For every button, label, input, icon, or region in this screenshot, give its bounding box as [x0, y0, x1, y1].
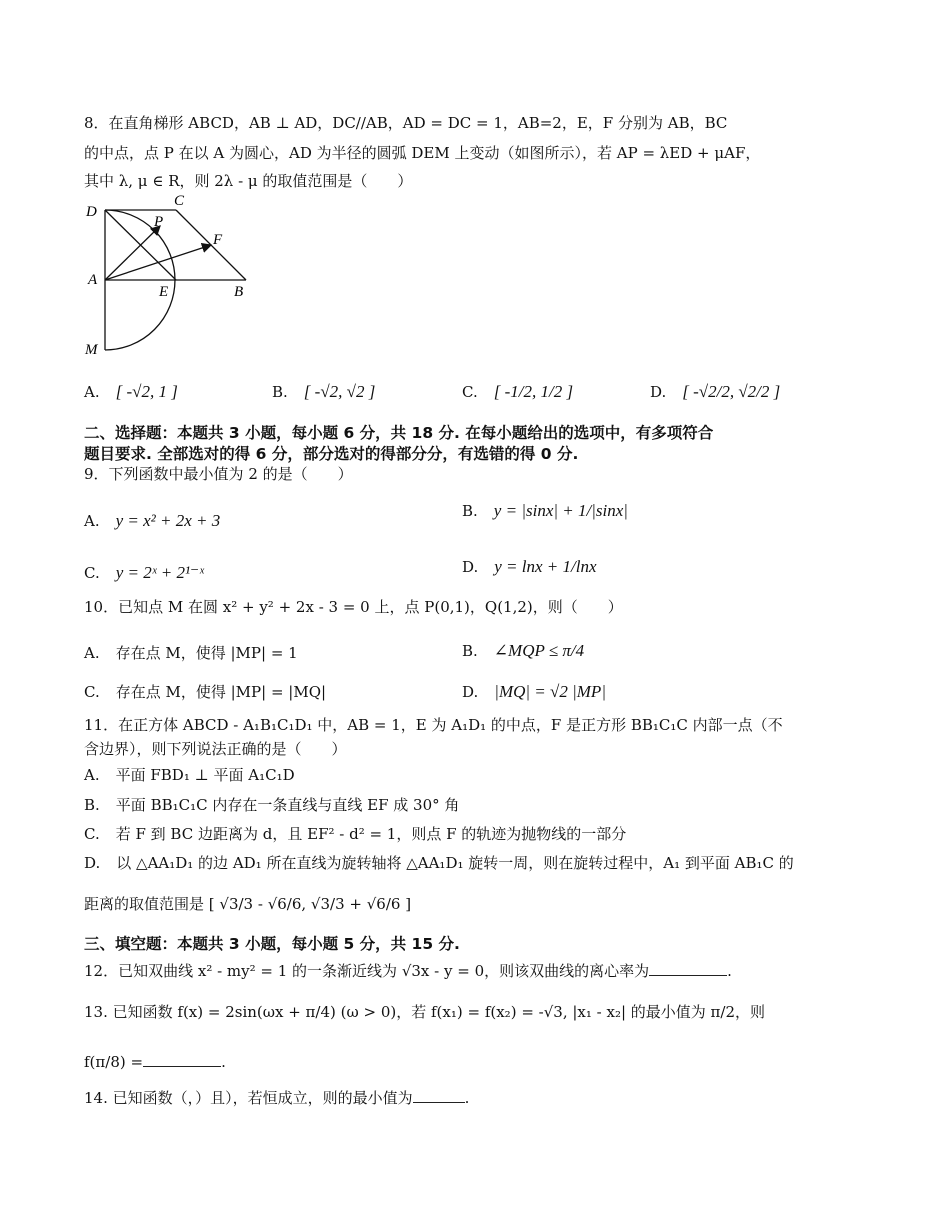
q8-figure — [80, 192, 260, 360]
q10-option-c[interactable] — [84, 681, 326, 703]
option-label: C. — [84, 825, 100, 843]
label-f: F — [213, 232, 223, 248]
q13-answer-blank[interactable] — [143, 1052, 221, 1067]
option-text: [ -√2, √2 ] — [303, 382, 376, 401]
option-label: C. — [84, 564, 100, 582]
label-m: M — [85, 342, 98, 358]
section-2-line-2: 题目要求. 全部选对的得 6 分，部分选对的得部分分，有选错的得 0 分. — [84, 445, 579, 463]
option-label: D. — [462, 558, 479, 576]
q9-option-a[interactable] — [84, 510, 220, 532]
q11-option-a[interactable] — [84, 764, 295, 786]
option-label: A. — [84, 383, 100, 401]
q9-option-d[interactable] — [462, 556, 597, 578]
q11-line-1: 11．在正方体 ABCD - A₁B₁C₁D₁ 中，AB = 1，E 为 A₁D₁ 的中点，F 是正方形 BB₁C₁C 内部一点（不 — [84, 716, 783, 734]
option-text: 若 F 到 BC 边距离为 d，且 EF² - d² = 1，则点 F 的轨迹为抛物线的一部分 — [115, 825, 627, 843]
q8-option-b[interactable] — [272, 381, 375, 403]
label-p: P — [154, 214, 164, 230]
q13-line-1: 13. 已知函数 f(x) = 2sin(ωx + π/4) (ω > 0)，若 f(x₁) = f(x₂) = -√3, |x₁ - x₂| 的最小值为 π/2，则 — [84, 1003, 766, 1021]
q10-option-a[interactable] — [84, 642, 298, 664]
vector-af — [105, 245, 211, 280]
option-text: 平面 BB₁C₁C 内存在一条直线与直线 EF 成 30° 角 — [115, 796, 460, 814]
label-e: E — [159, 284, 169, 300]
q10-option-b[interactable] — [462, 640, 584, 662]
q9-option-b[interactable] — [462, 500, 628, 522]
q11-option-d-line-2: 距离的取值范围是 [ √3/3 - √6/6, √3/3 + √6/6 ] — [84, 895, 412, 913]
option-text: y = lnx + 1/lnx — [494, 557, 597, 576]
q14-line — [84, 1087, 469, 1109]
q14-end: . — [464, 1089, 470, 1107]
q13-line-2 — [84, 1051, 226, 1073]
label-a: A — [88, 272, 98, 288]
vector-ap — [105, 226, 160, 280]
option-text: 以 △AA₁D₁ 的边 AD₁ 所在直线为旋转轴将 △AA₁D₁ 旋转一周，则在旋转过程中，A₁ 到平面 AB₁C 的 — [116, 854, 794, 872]
label-c: C — [174, 193, 185, 209]
label-b: B — [234, 284, 244, 300]
section-2-line-1: 二、选择题：本题共 3 小题，每小题 6 分，共 18 分. 在每小题给出的选项中，有多项符合 — [84, 424, 714, 442]
option-text: 存在点 M，使得 |MP| = |MQ| — [115, 683, 327, 701]
q8-line-2: 的中点，点 P 在以 A 为圆心，AD 为半径的圆弧 DEM 上变动（如图所示），若 AP = λED + μAF， — [84, 144, 761, 162]
q11-line-2: 含边界），则下列说法正确的是（ ） — [84, 740, 347, 758]
option-label: B. — [462, 502, 478, 520]
q14-answer-blank[interactable] — [413, 1088, 465, 1103]
q11-option-d[interactable] — [84, 852, 794, 874]
option-text: |MQ| = √2 |MP| — [494, 682, 606, 701]
q10-stem: 10．已知点 M 在圆 x² + y² + 2x - 3 = 0 上，点 P(0,1)，Q(1,2)，则（ ） — [84, 598, 623, 616]
q8-line-3: 其中 λ, μ ∈ R，则 2λ - μ 的取值范围是（ ） — [84, 172, 413, 190]
q8-line-1: 8．在直角梯形 ABCD，AB ⊥ AD，DC//AB，AD = DC = 1，AB=2，E，F 分别为 AB，BC — [84, 114, 728, 132]
option-label: C. — [84, 683, 100, 701]
q8-option-a[interactable] — [84, 381, 178, 403]
q10-option-d[interactable] — [462, 681, 606, 703]
option-label: A. — [84, 766, 100, 784]
option-label: B. — [462, 642, 478, 660]
option-text: [ -√2/2, √2/2 ] — [682, 382, 781, 401]
q14-text: 14. 已知函数（，）且），若恒成立，则的最小值为 — [84, 1089, 413, 1107]
q11-option-c[interactable] — [84, 823, 626, 845]
option-label: A. — [84, 644, 100, 662]
option-text: y = |sinx| + 1/|sinx| — [493, 501, 628, 520]
q12-line — [84, 960, 732, 982]
section-3-title: 三、填空题：本题共 3 小题，每小题 5 分，共 15 分. — [84, 935, 460, 953]
option-label: A. — [84, 512, 100, 530]
label-d: D — [86, 204, 97, 220]
q12-end: . — [727, 962, 732, 980]
q12-text: 12．已知双曲线 x² - my² = 1 的一条渐近线为 √3x - y = 0，则该双曲线的离心率为 — [84, 962, 650, 980]
option-text: [ -√2, 1 ] — [115, 382, 178, 401]
option-text: 存在点 M，使得 |MP| = 1 — [115, 644, 298, 662]
option-text: y = x² + 2x + 3 — [115, 511, 221, 530]
option-label: D. — [84, 854, 101, 872]
option-text: [ -1/2, 1/2 ] — [493, 382, 574, 401]
q12-answer-blank[interactable] — [649, 961, 727, 976]
q13-expression: f(π/8) = — [84, 1053, 144, 1071]
q13-end: . — [221, 1053, 226, 1071]
option-label: D. — [650, 383, 667, 401]
q8-option-d[interactable] — [650, 381, 780, 403]
option-text: 平面 FBD₁ ⊥ 平面 A₁C₁D — [115, 766, 295, 784]
option-text: ∠MQP ≤ π/4 — [493, 641, 585, 660]
option-text: y = 2ˣ + 2¹⁻ˣ — [115, 563, 204, 582]
q9-option-c[interactable] — [84, 562, 204, 584]
q9-stem: 9．下列函数中最小值为 2 的是（ ） — [84, 465, 353, 483]
option-label: B. — [84, 796, 100, 814]
q8-option-c[interactable] — [462, 381, 573, 403]
option-label: D. — [462, 683, 479, 701]
option-label: B. — [272, 383, 288, 401]
q11-option-b[interactable] — [84, 794, 459, 816]
option-label: C. — [462, 383, 478, 401]
